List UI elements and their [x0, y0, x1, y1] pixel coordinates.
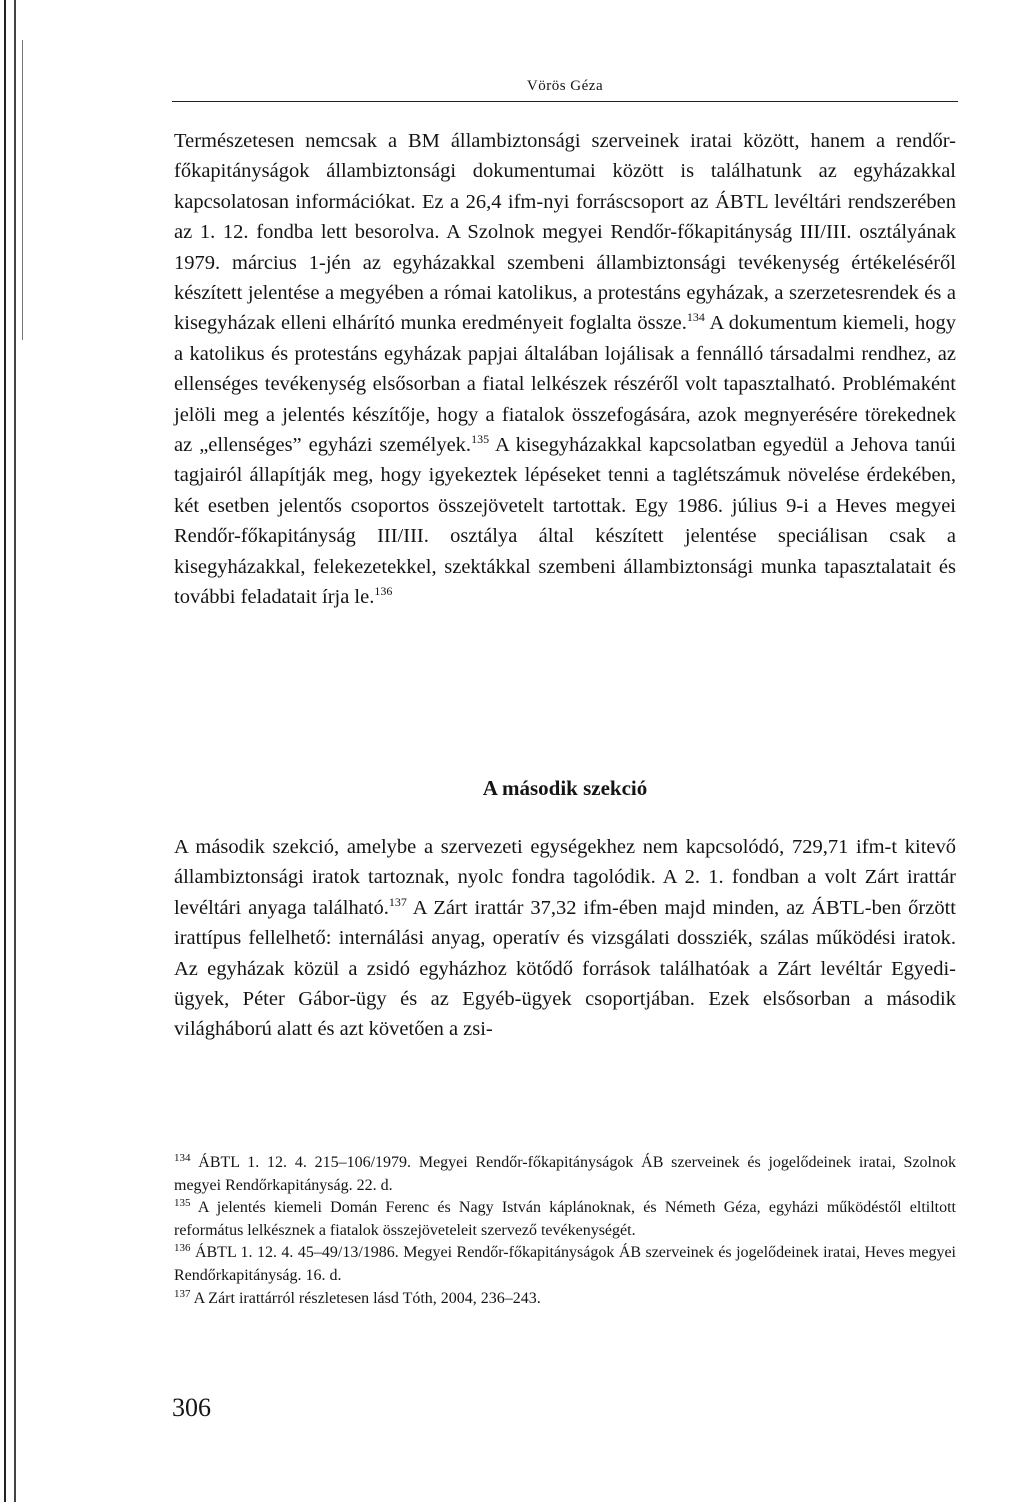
footnote-number: 135: [174, 1197, 191, 1210]
page-number: 306: [172, 1393, 211, 1422]
footnote-135: [174, 1197, 956, 1242]
section-heading: A második szekció: [482, 776, 648, 800]
header-rule: [172, 101, 958, 102]
text-run: Természetesen nemcsak a BM állambiztonsági szerveinek iratai között, hanem a rendőr-főkapitányságok állambiztonsági dokumentumai között is találhatunk az egyházakkal kapcsolatosan információkat. Ez a 26,4 ifm-nyi forráscsoport az ÁBTL levéltári rendszerében az 1. 12. fondba lett besorolva. A Szolnok megyei Rendőr-főkapitányság III/III. osztályának 1979. március 1-jén az egyházakkal szembeni állambiztonsági tevékenység értékeléséről készített jelentése a megyében a római katolikus, a protestáns egyházak, a szerzetesrendek és a kisegyházak elleni elhárító munka eredményeit foglalta össze.: [174, 130, 956, 335]
spine-line: [14, 0, 16, 1502]
footnote-ref[interactable]: 137: [388, 894, 407, 909]
footnote-ref[interactable]: 135: [471, 432, 490, 447]
body-paragraph-2: [174, 832, 956, 1045]
footnote-ref[interactable]: 134: [686, 310, 705, 325]
footnote-ref[interactable]: 136: [374, 584, 393, 599]
footnote-number: 134: [174, 1152, 191, 1164]
text-run: A Zárt irattár 37,32 ifm-ében majd minden, az ÁBTL-ben őrzött irattípus fellelhető: internálási anyag, operatív és vizsgálati dossziék, szálas működési iratok. Az egyházak közül a zsidó egyházhoz kötődő források találhatóak a Zárt levéltár Egyedi-ügyek, Péter Gábor-ügy és az Egyéb-ügyek csoportjában. Ezek elsősorban a második világháború alatt és azt követően a zsi-: [174, 896, 957, 1041]
footnote-136: [174, 1242, 956, 1287]
footnote-text: A jelentés kiemeli Domán Ferenc és Nagy István káplánoknak, és Németh Géza, egyházi működéstől eltiltott református lelkésznek a fiatalok összejöveteleit szervező tevékenységét.: [174, 1199, 956, 1239]
footnote-137: [174, 1288, 956, 1311]
footnotes: [174, 1152, 956, 1310]
text-run: A dokumentum kiemeli, hogy a katolikus és protestáns egyházak papjai általában lojálisak a fennálló társadalmi rendhez, az ellenséges tevékenység elsősorban a fiatal lelkészek részéről volt tapasztalható. Problémaként jelöli meg a jelentés készítője, hogy a fiatalok összefogására, azok megnyerésére törekednek az „ellenséges” egyházi személyek.: [174, 312, 956, 457]
spine-line: [22, 40, 23, 340]
footnote-134: [174, 1152, 956, 1197]
running-header: Vörös Géza: [526, 78, 604, 94]
text-run: A második szekció, amelybe a szervezeti egységekhez nem kapcsolódó, 729,71 ifm-t kitevő állambiztonsági iratok tartoznak, nyolc fondra tagolódik. A 2. 1. fondban a volt Zárt irattár levéltári anyaga található.: [174, 836, 956, 919]
footnote-text: ÁBTL 1. 12. 4. 215–106/1979. Megyei Rendőr-főkapitányságok ÁB szerveinek és jogelődeinek iratai, Szolnok megyei Rendőrkapitányság. 22. d.: [174, 1154, 956, 1194]
footnote-number: 136: [174, 1242, 191, 1255]
footnote-number: 137: [174, 1287, 191, 1300]
text-run: A kisegyházakkal kapcsolatban egyedül a Jehova tanúi tagjairól állapítják meg, hogy igyekeztek lépéseket tenni a taglétszámuk növelése érdekében, két esetben jelentős csoportos összejövetelt tartottak. Egy 1986. július 9-i a Heves megyei Rendőr-főkapitányság III/III. osztálya által készített jelentése speciálisan csak a kisegyházakkal, felekezetekkel, szektákkal szembeni állambiztonsági munka tapasztalatait és további feladatait írja le.: [174, 434, 956, 609]
footnote-text: ÁBTL 1. 12. 4. 45–49/13/1986. Megyei Rendőr-főkapitányságok ÁB szerveinek és jogelődeinek iratai, Heves megyei Rendőrkapitányság. 16. d.: [174, 1244, 956, 1284]
footnote-text: A Zárt irattárról részletesen lásd Tóth, 2004, 236–243.: [190, 1289, 541, 1307]
book-spine-edge: [0, 0, 30, 1502]
spine-line: [4, 0, 6, 1502]
body-paragraph-1: [174, 126, 956, 613]
